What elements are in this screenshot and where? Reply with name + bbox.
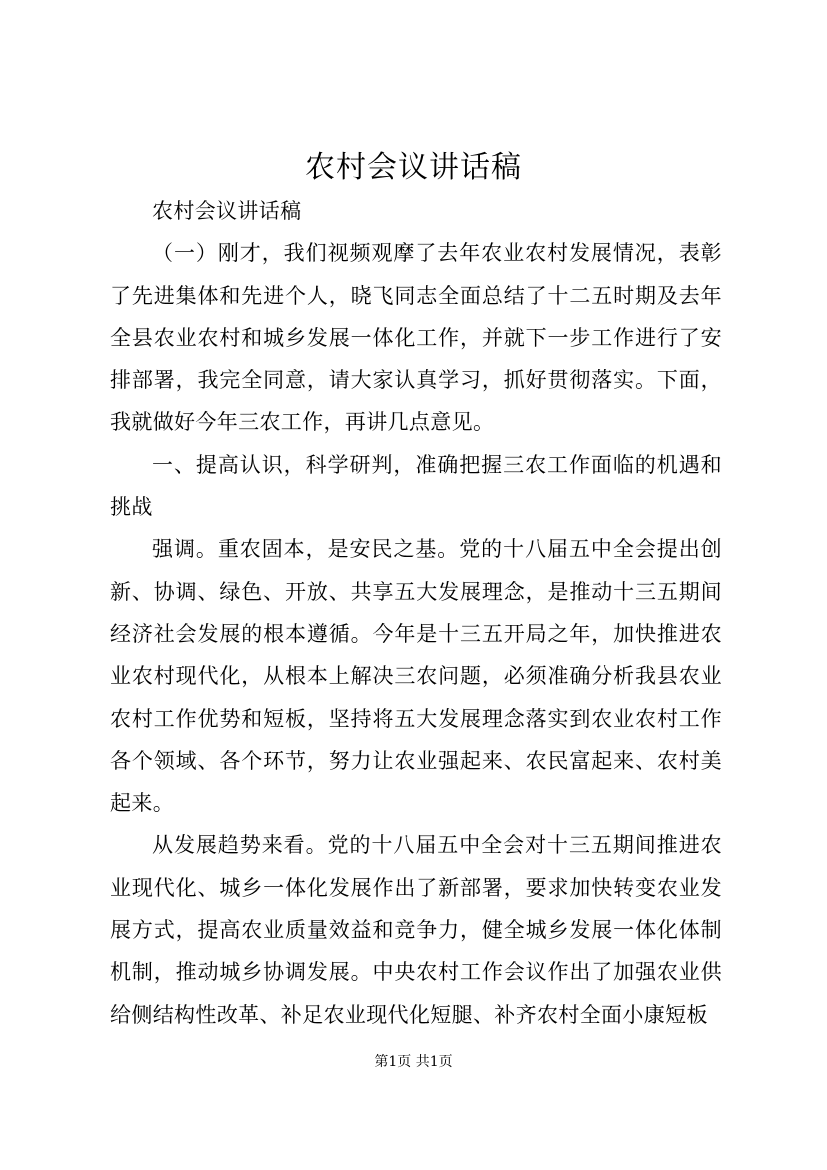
document-title: 农村会议讲话稿 bbox=[305, 150, 522, 185]
paragraph-emphasis: 强调。重农固本，是安民之基。党的十八届五中全会提出创新、协调、绿色、开放、共享五大发展理念，是推动十三五期间经济社会发展的根本遵循。今年是十三五开局之年，加快推进农业农村现代化，从根本上解决三农问题，必须准确分析我县农业农村工作优势和短板，坚持将五大发展理念落实到农业农村工作各个领域、各个环节，努力让农业强起来、农民富起来、农村美起来。 bbox=[110, 537, 722, 816]
document-body bbox=[110, 190, 722, 1036]
page-footer: 第1页 共1页 bbox=[374, 1054, 453, 1070]
paragraph-subtitle: 农村会议讲话稿 bbox=[152, 199, 302, 223]
paragraph-trend: 从发展趋势来看。党的十八届五中全会对十三五期间推进农业现代化、城乡一体化发展作出了新部署，要求加快转变农业发展方式，提高农业质量效益和竞争力，健全城乡发展一体化体制机制，推动城乡协调发展。中央农村工作会议作出了加强农业供给侧结构性改革、补足农业现代化短腿、补齐农村全面小康短板 bbox=[110, 833, 722, 1027]
section-heading-1: 一、提高认识，科学研判，准确把握三农工作面临的机遇和挑战 bbox=[110, 452, 722, 520]
paragraph-intro: （一）刚才，我们视频观摩了去年农业农村发展情况，表彰了先进集体和先进个人，晓飞同志全面总结了十二五时期及去年全县农业农村和城乡发展一体化工作，并就下一步工作进行了安排部署，我完全同意，请大家认真学习，抓好贯彻落实。下面，我就做好今年三农工作，再讲几点意见。 bbox=[110, 241, 722, 435]
